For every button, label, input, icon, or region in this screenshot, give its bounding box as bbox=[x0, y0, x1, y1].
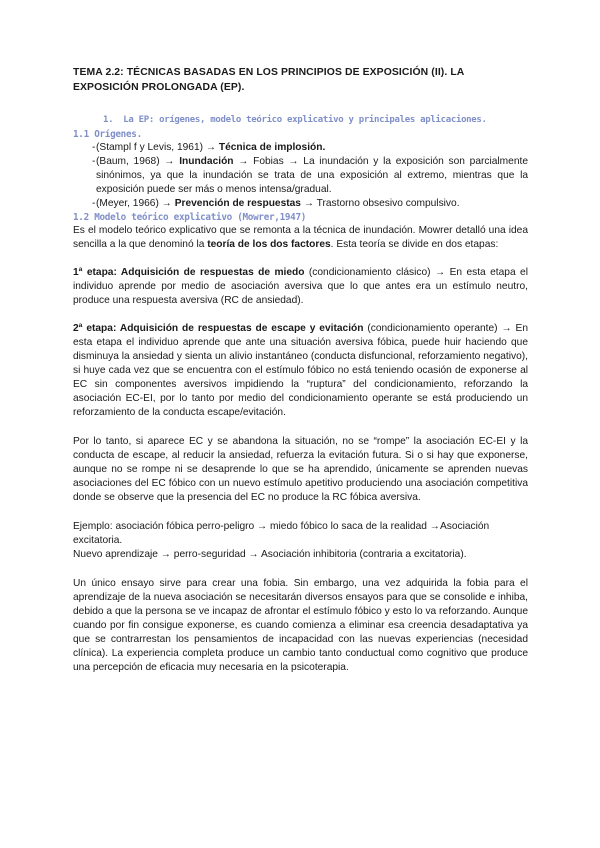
origin-author: (Meyer, 1966) → bbox=[96, 198, 175, 209]
page-title: TEMA 2.2: TÉCNICAS BASADAS EN LOS PRINCIPIOS DE EXPOSICIÓN (II). LA EXPOSICIÓN PROLONGADA (EP). bbox=[73, 67, 464, 93]
intro-text: Es el modelo teórico explicativo que se remonta a la técnica de inundación. Mowrer detalló una idea sencilla a la que denominó la bbox=[73, 225, 528, 250]
list-item bbox=[73, 197, 528, 211]
list-item bbox=[73, 141, 528, 155]
subsection-heading-model: 1.2 Modelo teórico explicativo (Mowrer,1947) bbox=[73, 212, 307, 223]
origin-author: (Baum, 1968) → bbox=[96, 156, 180, 167]
origin-detail: → Fobias → La inundación y la exposición son parcialmente sinónimos, ya que la inundación se trata de una exposición al extremo, mientras que la exposición puede ser más o menos intensa/gradual. bbox=[96, 156, 528, 195]
intro-term: teoría de los dos factores bbox=[207, 239, 331, 250]
origin-technique: Inundación bbox=[179, 156, 234, 167]
stage-2-paragraph bbox=[73, 322, 528, 420]
origin-technique: Prevención de respuestas bbox=[174, 198, 301, 209]
intro-paragraph bbox=[73, 224, 528, 252]
section-heading bbox=[103, 113, 528, 127]
origin-author: (Stampl f y Levis, 1961) → bbox=[96, 142, 219, 153]
page-content bbox=[73, 66, 528, 675]
stage-1-label: 1ª etapa: Adquisición de respuestas de miedo bbox=[73, 267, 305, 278]
intro-text-end: . Esta teoría se divide en dos etapas: bbox=[330, 239, 499, 250]
origin-technique: Técnica de implosión. bbox=[218, 142, 326, 153]
stage-2-label: 2ª etapa: Adquisición de respuestas de escape y evitación bbox=[73, 323, 364, 334]
origin-detail: → Trastorno obsesivo compulsivo. bbox=[300, 198, 460, 209]
example-line-1: Ejemplo: asociación fóbica perro-peligro → miedo fóbico lo saca de la realidad →Asociación excitatoria. bbox=[73, 521, 490, 546]
paragraph-conclusion: Por lo tanto, si aparece EC y se abandona la situación, no se “rompe” la asociación EC-EI y la conducta de escape, al reducir la ansiedad, refuerza la evitación futura. Si o si hay que exponerse, aunque no se rompe ni se desaprende lo que se ha aprendido, únicamente se aprenden nuevas asociaciones del EC fóbico con un nuevo estímulo apetitivo produciendo una asociación competitiva donde se observe que la presencia del EC no produce la RC fóbica aversiva. bbox=[73, 436, 528, 503]
subsection-heading-origins: 1.1 Orígenes. bbox=[73, 129, 142, 140]
stage-1-paragraph bbox=[73, 266, 528, 308]
example-line-2: Nuevo aprendizaje → perro-seguridad → Asociación inhibitoria (contraria a excitatoria). bbox=[73, 549, 467, 560]
stage-1-text: (condicionamiento clásico) → En esta etapa el individuo aprende por medio de asociación aversiva que lo que antes era un estímulo neutro, produce una respuesta aversiva (RC de ansiedad). bbox=[73, 267, 528, 306]
paragraph-final: Un único ensayo sirve para crear una fobia. Sin embargo, una vez adquirida la fobia para el aprendizaje de la nueva asociación se necesitarán diversos ensayos para que se consolide e inhiba, debido a que la persona se ve incapaz de afrontar el estímulo fóbico y esto lo va reforzando. Aunque cuando por fin consigue exponerse, es cuando comienza a eliminar esa creencia desadaptativa ya que se contrarrestan los pensamientos de incapacidad con las nuevas experiencias (necesidad clínica). La experiencia completa produce un cambio tanto conductual como cognitivo que produce una percepción de eficacia muy necesaria en la psicoterapia. bbox=[73, 578, 528, 673]
section-number: 1. bbox=[103, 115, 114, 125]
stage-2-text: (condicionamiento operante) → En esta etapa el individuo aprende que ante una situación aversiva fóbica, puede huir haciendo que disminuya la ansiedad y sienta un alivio instantáneo (conducta disfuncional, reforzamiento negativo), si huye cada vez que se encuentra con el estímulo fóbico no está teniendo ocasión de exponerse al EC sin componentes aversivos impidiendo la “ruptura” del condicionamiento, reforzando la asociación EC-EI, por lo tanto por medio del condicionamiento operante se está produciendo un reforzamiento de la conducta escape/evitación. bbox=[73, 323, 528, 418]
section-heading-text: La EP: orígenes, modelo teórico explicativo y principales aplicaciones. bbox=[123, 115, 487, 125]
list-item bbox=[73, 155, 528, 197]
origins-list bbox=[73, 141, 528, 211]
